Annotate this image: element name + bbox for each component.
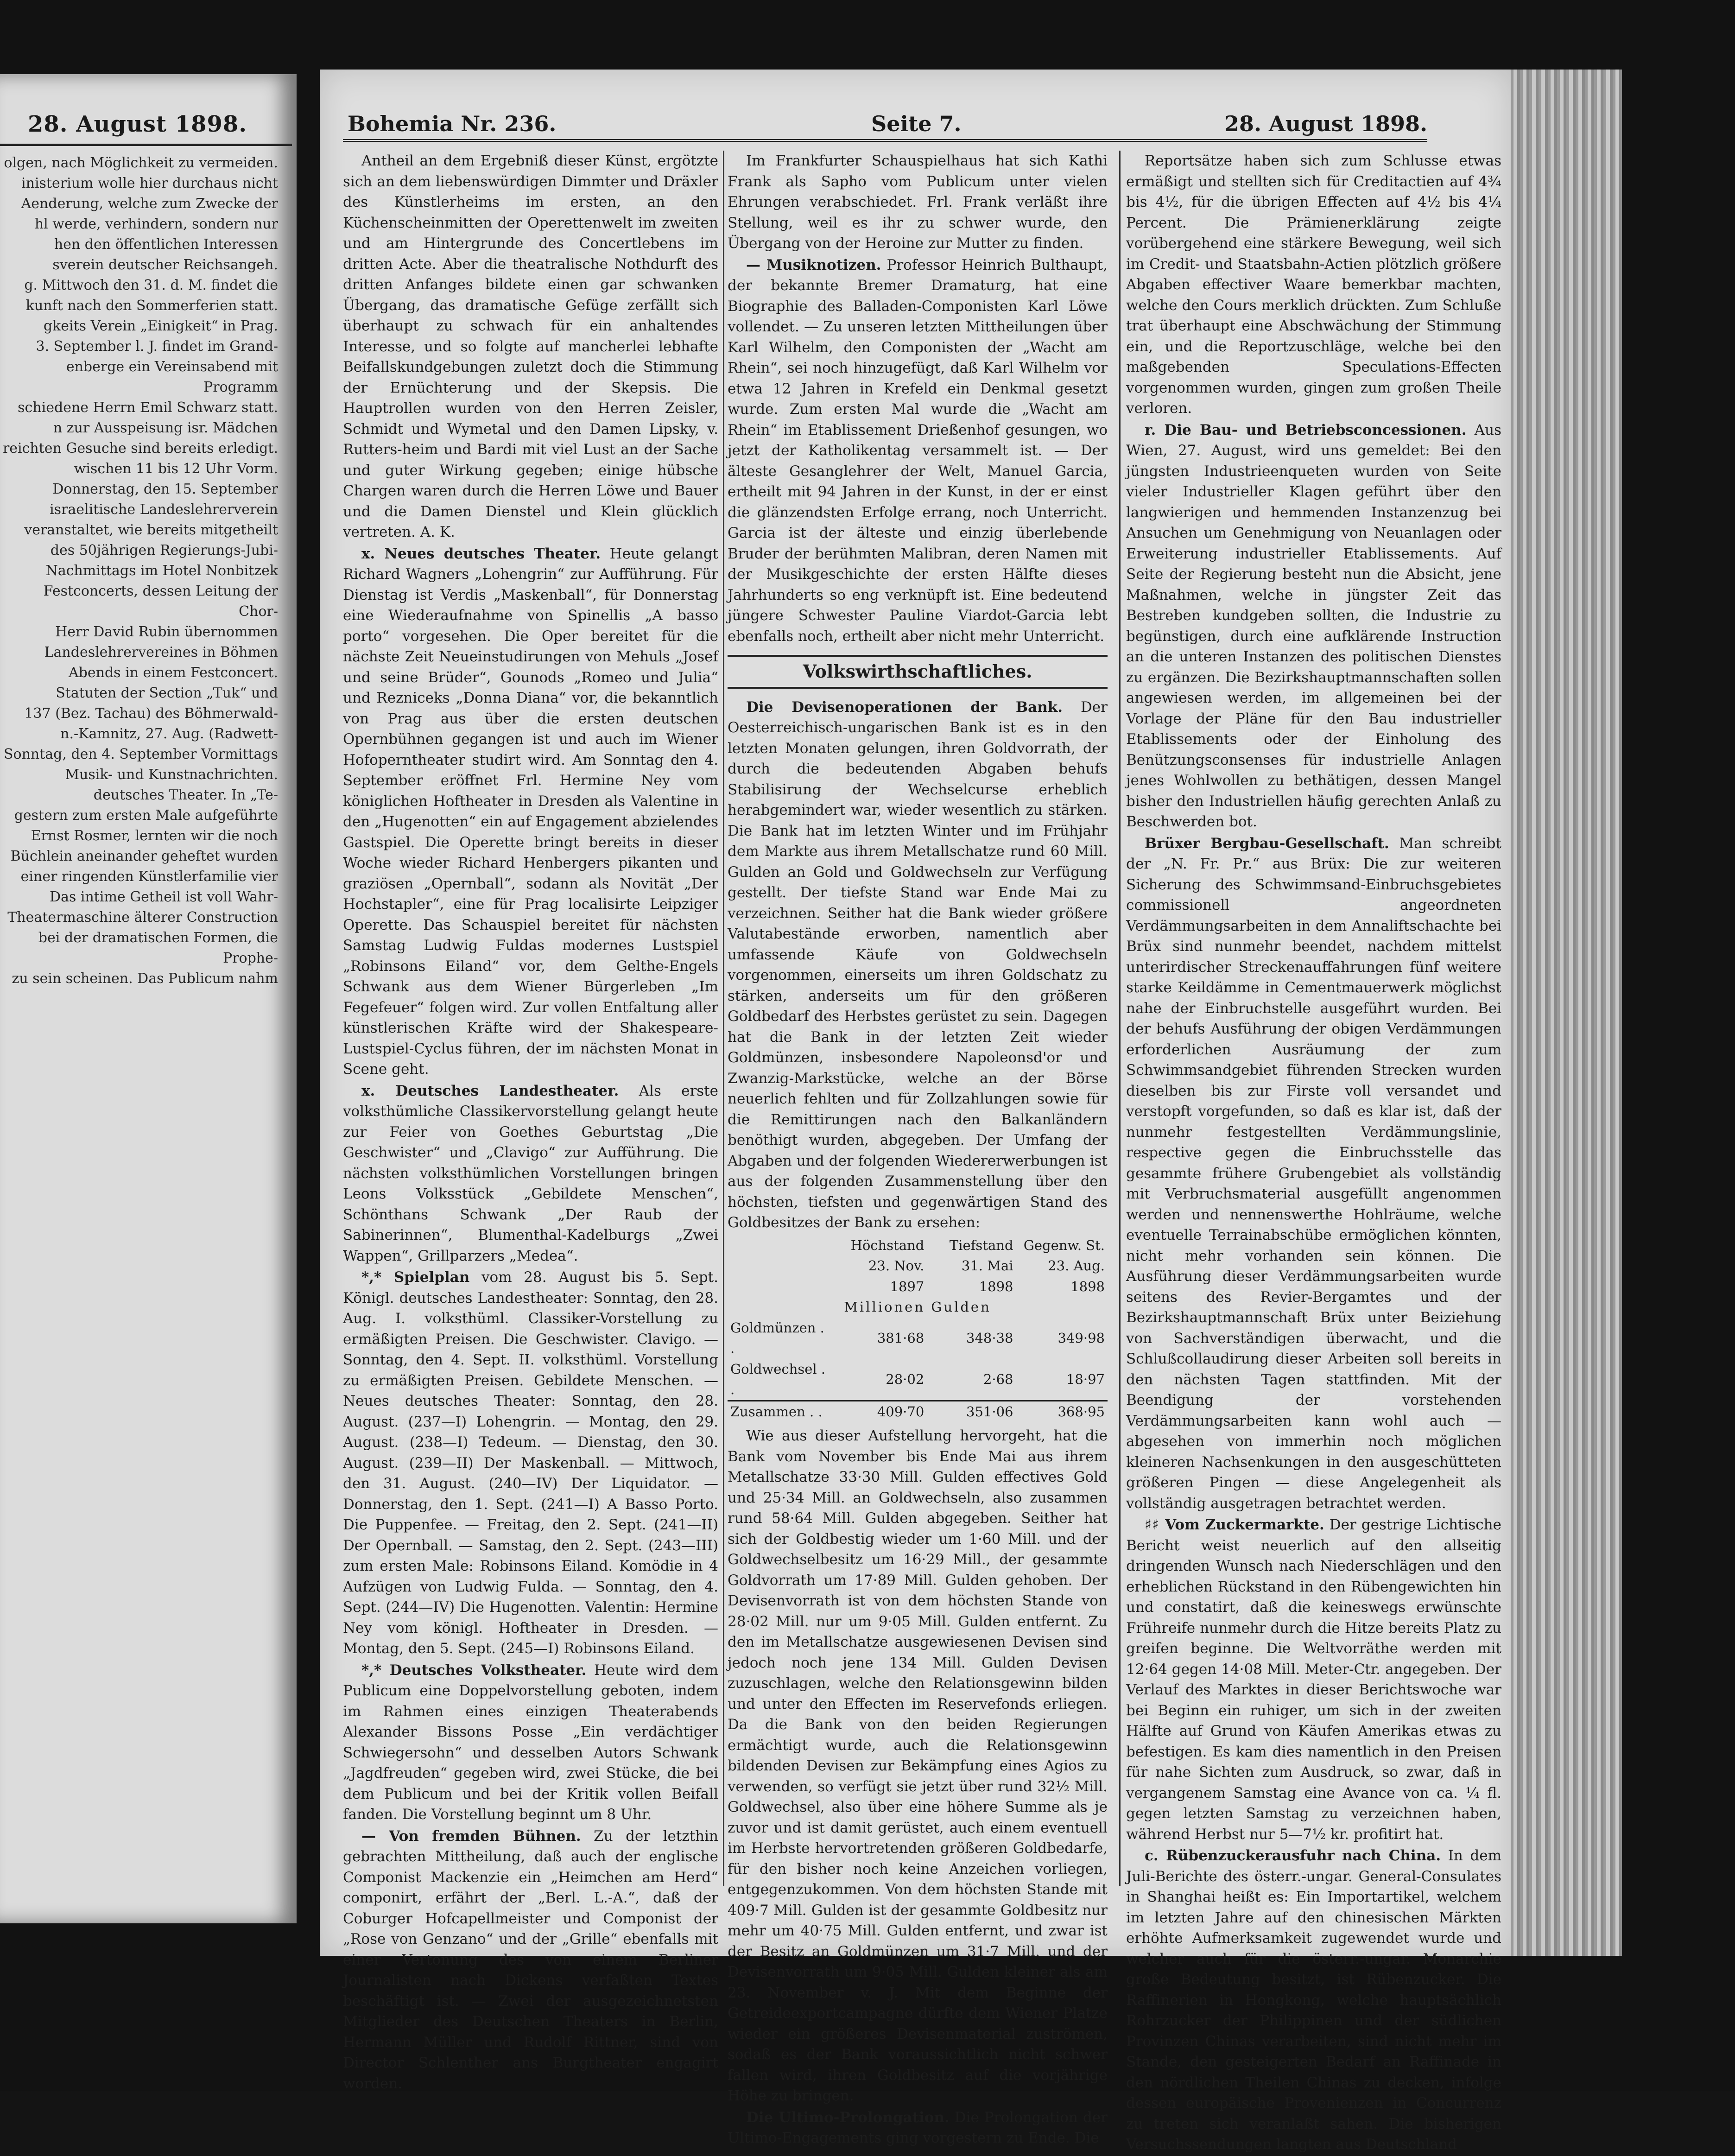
left-page-line: 137 (Bez. Tachau) des Böhmerwald- bbox=[24, 705, 278, 722]
heading-musiknotizen: — Musiknotizen. bbox=[746, 256, 881, 273]
left-page-line: deutsches Theater. In „Te- bbox=[93, 787, 278, 803]
heading-fremde-buehnen: — Von fremden Bühnen. bbox=[361, 1827, 581, 1845]
table-date-row bbox=[728, 1256, 1108, 1297]
column-3 bbox=[1126, 151, 1501, 2156]
heading-ultimo: Die Ultimo-Prolongation. bbox=[746, 2109, 950, 2126]
left-page-line: gkeits Verein „Einigkeit“ in Prag. bbox=[43, 318, 278, 334]
table-row bbox=[728, 1318, 1108, 1359]
table-units-row bbox=[728, 1297, 1108, 1318]
column-divider-1 bbox=[723, 151, 724, 1886]
left-page-line: Statuten der Section „Tuk“ und bbox=[56, 685, 278, 701]
text-brux: Man schreibt der „N. Fr. Pr.“ aus Brüx: Die zur weiteren Sicherung des Schwimmsand-Einbruchsgebietes commissionell angeordneten Verdämmungsarbeiten in dem Annaliftschachte bei Brüx sind nunmehr beendet, nachdem mittelst unterirdischer Streckenauffahrungen fünf weitere starke Keildämme in Cementmauerwerk möglichst nahe der Einbruchstelle ausgeführt wurden. Bei der behufs Ausführung der obigen Verdämmungen erforderlichen Ausräumung der zum Schwimmsandgebiet führenden Strecken wurden dieselben bis zur Firste voll versandet und verstopft vorgefunden, so daß es klar ist, daß der nunmehr festgestellten Verdämmungslinie, respective gegen die Einbruchsstelle das gesammte frühere Grubengebiet als vollständig mit Verbruchsmaterial ausgefüllt angenommen werden und nennenswerthe Hohlräume, welche eventuelle Terrainabschübe ermöglichen könnten, nicht mehr vorhanden sein können. Die Ausführung dieser Verdämmungsarbeiten wurde seitens des Revier-Bergamtes und der Bezirkshauptmannschaft Brüx unter Beiziehung von Sachverständigen überwacht, und die Schlußcollaudirung dieser Arbeiten soll bereits in den nächsten Tagen stattfinden. Mit der Beendigung der vorstehenden Verdämmungsarbeiten kann wohl auch — abgesehen von immerhin noch möglichen kleineren Nachsenkungen in den ausgeschütteten größeren Pingen — diese Angelegenheit als vollständig ausgetragen betrachtet werden. bbox=[1126, 835, 1501, 1512]
table-total-row bbox=[728, 1401, 1108, 1422]
table-date bbox=[728, 1256, 832, 1297]
heading-spielplan: *,* Spielplan bbox=[361, 1269, 470, 1286]
left-page-line: inisterium wolle hier durchaus nicht bbox=[21, 175, 278, 191]
article-devisen bbox=[728, 697, 1108, 1233]
text-musiknotizen: Professor Heinrich Bulthaupt, der bekannte Bremer Dramaturg, hat eine Biographie des Balladen-Componisten Karl Löwe vollendet. — Zu unseren letzten Mittheilungen über Karl Wilhelm, den Componisten der „Wacht am Rhein“, sei noch hinzugefügt, daß Karl Wilhelm vor etwa 12 Jahren in Krefeld ein Denkmal gesetzt wurde. Zum ersten Mal wurde die „Wacht am Rhein“ im Etablissement Drießenhof gesungen, wo jetzt der Katholikentag versammelt ist. — Der älteste Gesanglehrer der Welt, Manuel Garcia, ertheilt mit 94 Jahren in der Kunst, in der er einst die glänzendsten Erfolge errang, noch Unterricht. Garcia ist der älteste und einzig überlebende Bruder der berühmten Malibran, deren Namen mit der Musikgeschichte der ersten Hälfte dieses Jahrhunderts so eng verknüpft ist. Eine bedeutend jüngere Schwester Pauline Viardot-Garcia lebt ebenfalls noch, ertheilt aber nicht mehr Unterricht. bbox=[728, 256, 1108, 645]
table-header: Tiefstand bbox=[949, 1237, 1013, 1253]
table-header: Höchstand bbox=[850, 1237, 924, 1253]
heading-zucker: ♯♯ Vom Zuckermarkte. bbox=[1145, 1516, 1324, 1533]
article-landestheater bbox=[343, 1081, 718, 1267]
text-neues-theater: Heute gelangt Richard Wagners „Lohengrin“ zur Aufführung. Für Dienstag ist Verdis „Maskenball“, für Donnerstag eine Wiederaufnahme von Spinellis „A basso porto“ vorgesehen. Die Oper bereitet für die nächste Zeit Neueinstudirungen von Mehuls „Josef und seine Brüder“, Gounods „Romeo und Julia“ und Rezniceks „Donna Diana“ vor, die bekanntlich von Prag aus über die ersten deutschen Opernbühnen gegangen ist und auch im Wiener Hofoperntheater studirt wird. Am Sonntag den 4. September eröffnet Frl. Hermine Ney vom königlichen Hoftheater in Dresden als Valentine in den „Hugenotten“ ein auf Engagement abzielendes Gastspiel. Die Operette bringt bereits in dieser Woche wieder Richard Henbergers pikanten und graziösen „Opernball“, sodann als Novität „Der Hochstapler“, eine für Prag localisirte Leipziger Operette. Das Schauspiel bereitet für nächsten Samstag Ludwig Fuldas modernes Lustspiel „Robinsons Eiland“ vor, dem Gelthe-Engels Schwank aus dem Wiener Bürgerleben „Im Fegefeuer“ folgen wird. Zur vollen Entfaltung aller künstlerischen Kräfte wird der Shakespeare-Lustspiel-Cyclus führen, der im nächsten Monat in Scene geht. bbox=[343, 545, 718, 1078]
text-fremde-buehnen: Zu der letzthin gebrachten Mittheilung, daß auch der englische Componist Mackenzie ein „Heimchen am Herd“ componirt, erfährt der „Berl. L.-A.“, daß der Coburger Hofcapellmeister und Componist der „Rose von Genzano“ und der „Grille“ ebenfalls mit einer Vertonung des von einem Berliner Journalisten nach Dickens verfaßten Textes beschäftigt ist. — Zwei der ausgezeichnetsten Mitglieder des Deutschen Theaters in Berlin, Hermann Müller und Rudolf Rittner, sind von Director Schlenther ans Burgtheater engagirt worden. bbox=[343, 1827, 718, 2092]
left-page-line: Donnerstag, den 15. September bbox=[52, 481, 278, 497]
table-cell: 18·97 bbox=[1066, 1371, 1105, 1387]
column-2 bbox=[728, 151, 1108, 2150]
left-page-line: olgen, nach Möglichkeit zu vermeiden. bbox=[4, 155, 278, 171]
table-units: Millionen Gulden bbox=[844, 1299, 991, 1315]
left-page-line: Das intime Getheil ist voll Wahr- bbox=[50, 889, 278, 905]
header-rule bbox=[343, 139, 1427, 142]
left-page-line: Herr David Rubin übernommen bbox=[55, 624, 278, 640]
column-1 bbox=[343, 151, 718, 2095]
left-page-line: Ernst Rosmer, lernten wir die noch bbox=[31, 828, 278, 844]
section-title-volkswirthschaft: Volkswirthschaftliches. bbox=[728, 655, 1108, 689]
text-after-table: Wie aus dieser Aufstellung hervorgeht, hat die Bank vom November bis Ende Mai aus ihrem Metallschatze 33·30 Mill. Gulden effectives Gold und 25·34 Mill. an Goldwechseln, also zusammen rund 58·64 Mill. Gulden abgegeben. Seither hat sich der Goldbestig wieder um 1·60 Mill. und der Goldwechselbesitz um 16·29 Mill., der gesammte Goldvorrath um 17·89 Mill. Gulden gehoben. Der Devisenvorrath ist von dem höchsten Stande von 28·02 Mill. nur um 9·05 Mill. Gulden entfernt. Zu den im Metallschatze ausgewiesenen Devisen sind jedoch noch jene 134 Mill. Gulden Devisen zuzuschlagen, welche den Relationsgewinn bilden und unter den Effecten im Reservefonds erliegen. Da die Bank von den beiden Regierungen ermächtigt wurde, auch die Relationsgewinn bildenden Devisen zur Bekämpfung eines Agios zu verwenden, so verfügt sie jetzt über rund 32½ Mill. Goldwechsel, also über eine höhere Summe als je zuvor und ist damit gerüstet, auch einem eventuell im Herbste hervortretenden größeren Goldbedarfe, für den bisher noch keine Anzeichen vorliegen, entgegenzukommen. Von dem höchsten Stande mit 409·7 Mill. Gulden ist der gesammte Goldbesitz nur mehr um 40·75 Mill. Gulden entfernt, und zwar ist der Besitz an Goldmünzen um 31·7 Mill. und der Devisenvorrath um 9·05 Mill. Gulden kleiner als am 23. November v. J. Mit dem Beginne der Getreideexportcampagne dürfte dem Wiener Platze wieder ein größeres Devisenmaterial zuströmen, sodaß es der Bank voraussichtlich nicht schwer fallen wird, ihren Goldbesitz auf die vorjährige Höhe zu bringen. bbox=[728, 1427, 1108, 2104]
article-fremde-buehnen bbox=[343, 1826, 718, 2094]
left-page-line: wischen 11 bis 12 Uhr Vorm. bbox=[74, 461, 278, 477]
table-cell: 348·38 bbox=[966, 1330, 1013, 1346]
table-cell: 368·95 bbox=[1016, 1401, 1108, 1422]
left-page-line: zu sein scheinen. Das Publicum nahm bbox=[12, 970, 278, 987]
left-page-line: israelitische Landeslehrerverein bbox=[50, 501, 278, 518]
article-ultimo bbox=[728, 2107, 1108, 2149]
left-page-line: gestern zum ersten Male aufgeführte bbox=[14, 807, 278, 824]
text-landestheater: Als erste volksthümliche Classikervorstellung gelangt heute zur Feier von Goethes Geburtstag „Die Geschwister“ und „Clavigo“ zur Aufführung. Die nächsten volksthümlichen Vorstellungen bringen Leons Volksstück „Gebildete Menschen“, Schönthans Schwank „Der Raub der Sabinerinnen“, Blumenthal-Kadelburgs „Zwei Wappen“, Grillparzers „Medea“. bbox=[343, 1082, 718, 1264]
text-devisen: Der Oesterreichisch-ungarischen Bank ist es in den letzten Monaten gelungen, ihren Goldvorrath, der durch die bedeutenden Abgaben behufs Stabilisirung der Wechselcurse erheblich herabgemindert war, wieder wesentlich zu stärken. Die Bank hat im letzten Winter und im Frühjahr dem Markte aus ihrem Metallschatze rund 60 Mill. Gulden an Gold und Goldwechseln zur Verfügung gestellt. Der tiefste Stand war Ende Mai zu verzeichnen. Seither hat die Bank wieder größere Valutabestände erworben, namentlich aber umfassende Käufe von Goldwechseln vorgenommen, einerseits um ihren Goldschatz zu stärken, anderseits um für den größeren Goldbedarf des Herbstes gerüstet zu sein. Dagegen hat die Bank in der letzten Zeit wieder Goldmünzen, insbesondere Napoleonsd'or und Zwanzig-Markstücke, welche an der Börse neuerlich fehlten und für Zollzahlungen sowie für die Remittirungen nach den Balkanländern benöthigt wurden, abgegeben. Der Umfang der Abgaben und der folgenden Wiedererwerbungen ist aus der folgenden Zusammenstellung über den höchsten, tiefsten und gegenwärtigen Stand des Goldbesitzes der Bank zu ersehen: bbox=[728, 698, 1108, 1231]
text-zucker: Der gestrige Lichtische Bericht weist neuerlich auf den allseitig dringenden Wunsch nach Niederschlägen und den erheblichen Rückstand in den Rübengewichten hin und constatirt, daß die keineswegs erwünschte Frühreife nunmehr durch die Hitze bereits Platz zu greifen beginne. Die Weltvorräthe werden mit 12·64 gegen 14·08 Mill. Meter-Ctr. angegeben. Der Verlauf des Marktes in dieser Berichtswoche war bei Beginn ein ruhiger, um sich in der zweiten Hälfte auf Grund von Käufen Amerikas etwas zu befestigen. Es kam dies namentlich in den Preisen für nahe Sichten zum Ausdruck, so zwar, daß in vergangenem Samstag eine Avance von ca. ¼ fl. gegen letzten Samstag zu verzeichnen haben, während Herbst nur 5—7½ kr. profitirt hat. bbox=[1126, 1516, 1501, 1843]
left-page-date: 28. August 1898. bbox=[28, 111, 247, 137]
table-header: Gegenw. St. bbox=[1023, 1237, 1105, 1253]
newspaper-page bbox=[320, 70, 1511, 2153]
table-cell: 2·68 bbox=[983, 1371, 1013, 1387]
left-page-line: Festconcerts, dessen Leitung der Chor- bbox=[43, 583, 283, 620]
table-cell: 28·02 bbox=[886, 1371, 924, 1387]
text-spielplan: vom 28. August bis 5. Sept. Königl. deutsches Landestheater: Sonntag, den 28. Aug. I. volksthüml. Classiker-Vorstellung zu ermäßigten Preisen. Die Geschwister. Clavigo. — Sonntag, den 4. Sept. II. volksthüml. Vorstellung zu ermäßigten Preisen. Gebildete Menschen. — Neues deutsches Theater: Sonntag, den 28. August. (237—I) Lohengrin. — Montag, den 29. August. (238—I) Tedeum. — Dienstag, den 30. August. (239—II) Der Maskenball. — Mittwoch, den 31. August. (240—IV) Der Liquidator. — Donnerstag, den 1. Sept. (241—I) A Basso Porto. Die Puppenfee. — Freitag, den 2. Sept. (241—II) Der Opernball. — Samstag, den 2. Sept. (243—III) zum ersten Male: Robinsons Eiland. Komödie in 4 Aufzügen von Ludwig Fulda. — Sonntag, den 4. Sept. (244—IV) Die Hugenotten. Valentin: Hermine Ney vom königl. Hoftheater in Dresden. — Montag, den 5. Sept. (245—I) Robinsons Eiland. bbox=[343, 1269, 718, 1657]
left-page-line: Abends in einem Festconcert. bbox=[69, 665, 278, 681]
left-page-line: kunft nach den Sommerferien statt. bbox=[25, 298, 278, 314]
article-musiknotizen bbox=[728, 255, 1108, 647]
text-bau: Aus Wien, 27. August, wird uns gemeldet: Bei den jüngsten Industrieenqueten wurden von Seite vieler Industrieller Klagen geführt über den langwierigen und hemmenden Instanzenzug bei Ansuchen um Genehmigung von Neuanlagen oder Erweiterung industrieller Etablissements. Auf Seite der Regierung besteht nun die Absicht, jene Maßnahmen, welche in jüngster Zeit das Bestreben kundgeben sollten, die Industrie zu begünstigen, durch eine aufklärende Instruction an die unteren Instanzen des politischen Dienstes zu ergänzen. Die Bezirkshauptmannschaften sollen angewiesen werden, im allgemeinen bei der Vorlage der Pläne für den Bau industrieller Etablissements oder der Einholung des Benützungsconsenses für industrielle Anlagen jenes Wohlwollen zu bethätigen, dessen Mangel bisher den Industriellen häufig gerechten Anlaß zu Beschwerden bot. bbox=[1126, 421, 1502, 830]
left-page-line: einer ringenden Künstlerfamilie vier bbox=[20, 869, 278, 885]
issue-date: 28. August 1898. bbox=[1224, 111, 1427, 136]
theater-review-end: Antheil an dem Ergebniß dieser Künst, ergötzte sich an dem liebenswürdigen Dimmter und Dräxler des Künstlerheims im ersten, an den Küchenscheinmitten der Operettenwelt im zweiten und am Hintergrunde des Concertlebens im dritten Acte. Aber die theatralische Nothdurft des dritten Anfanges bildete einen gar schwanken Übergang, das dramatische Gefüge zerfällt sich überhaupt zu schwach für ein anhaltendes Interesse, und so folgte auf mancherlei lebhafte Beifallskundgebungen zuletzt doch die Stimmung der Ernüchterung und der Skepsis. Die Hauptrollen wurden von den Herren Zeisler, Schmidt und Wymetal und den Damen Lipsky, v. Rutters-heim und Bardi mit viel Lust an der Sache und guter Wirkung gegeben; einige hübsche Chargen waren durch die Herren Löwe und Bauer und die Damen Dienstel und Klein glücklich vertreten. A. K. bbox=[343, 152, 718, 540]
left-page-line: n.-Kamnitz, 27. Aug. (Radwett- bbox=[60, 726, 278, 742]
heading-volkstheater: *,* Deutsches Volkstheater. bbox=[361, 1661, 587, 1679]
table-date: 23. Nov. 1897 bbox=[868, 1258, 924, 1294]
page-stack-edge bbox=[1511, 70, 1622, 1956]
left-page-line: reichten Gesuche sind bereits erledigt. bbox=[2, 440, 278, 457]
table-date: 23. Aug. 1898 bbox=[1048, 1258, 1105, 1294]
table-cell: Goldmünzen . . bbox=[730, 1319, 824, 1356]
page-number: Seite 7. bbox=[871, 111, 962, 136]
left-page-line: Aenderung, welche zum Zwecke der bbox=[21, 196, 278, 212]
article-report: Reportsätze haben sich zum Schlusse etwas ermäßigt und stellten sich für Creditactien auf 4¾ bis 4½, für die übrigen Effecten auf 4½ bis 4¼ Percent. Die Prämienerklärung zeigte vorübergehend eine stärkere Bewegung, weil sich im Credit- und Staatsbahn-Actien plötzlich größere Abgaben effectiver Waare bemerkbar machten, welche den Cours merklich drückten. Zum Schluße trat überhaupt eine Abschwächung der Stimmung ein, und die Reportzuschläge, welche bei den maßgebenden Speculations-Effecten vorgenommen wurden, gingen zum großen Theile verloren. bbox=[1126, 152, 1501, 417]
left-page-line: n zur Ausspeisung isr. Mädchen bbox=[53, 420, 278, 436]
table-cell: 381·68 bbox=[877, 1330, 924, 1346]
table-cell: 349·98 bbox=[1057, 1330, 1105, 1346]
table-cell: Goldwechsel . . bbox=[730, 1361, 826, 1397]
text-ultimo: Die Prolongation der Ultimo-Engagements ging vorgestern zu Ende. Die bbox=[728, 2109, 1108, 2146]
left-page-line: Nachmittags im Hotel Nonbitzek bbox=[45, 563, 278, 579]
left-page-line: 3. September l. J. findet im Grand- bbox=[36, 338, 278, 355]
left-page-text bbox=[0, 153, 288, 989]
page-header bbox=[348, 111, 1427, 139]
left-page-line: Büchlein aneinander geheftet wurden bbox=[10, 848, 278, 864]
table-row bbox=[728, 1359, 1108, 1401]
article-brux bbox=[1126, 833, 1501, 1514]
heading-china: c. Rübenzuckerausfuhr nach China. bbox=[1145, 1847, 1441, 1864]
text-volkstheater: Heute wird dem Publicum eine Doppelvorstellung geboten, indem im Rahmen eines einzigen Theaterabends Alexander Bissons Posse „Ein verdächtiger Schwiegersohn“ und desselben Autors Schwank „Jagdfreuden“ gegeben wird, zwei Stücke, die bei dem Publicum und bei der Kritik vollen Beifall fanden. Die Vorstellung beginnt um 8 Uhr. bbox=[343, 1661, 718, 1823]
article-zucker bbox=[1126, 1515, 1501, 1845]
article-china bbox=[1126, 1845, 1501, 2155]
left-page-fragment bbox=[0, 74, 297, 1923]
table-cell: 351·06 bbox=[927, 1401, 1016, 1422]
heading-brux: Brüxer Bergbau-Gesellschaft. bbox=[1145, 835, 1389, 852]
text-china: In dem Juli-Berichte des österr.-ungar. General-Consulates in Shanghai heißt es: Ein Importartikel, welchem im letzten Jahre auf den chinesischen Märkten erhöhte Aufmerksamkeit zugewendet wurde und welcher auch für die österr.-ungar. Monarchie große Bedeutung besitzt, ist Rübenzucker. Die Raffinerien in Hongkong, welche hauptsächlich Rohrzucker der Philippinen und der südlichen Provinzen Chinas verarbeiten, sind nicht mehr im Stande, den gesteigerten Bedarf an Raffinade in den nördlichen Theilen Chinas zu decken, infolge dessen europäische Provenienzen in Concurrenz zu treten sich veranlaßt sahen. Die bisherigen Versuchssendungen langten aus Deutschland bbox=[1126, 1847, 1501, 2153]
left-page-line: des 50jährigen Regierungs-Jubi- bbox=[50, 542, 278, 558]
article-frankfurt: Im Frankfurter Schauspielhaus hat sich Kathi Frank als Sapho vom Publicum unter vielen Ehrungen verabschiedet. Frl. Frank verläßt ihre Stellung, weil es ihr zu schwer wurde, den Übergang von der Heroine zur Mutter zu finden. bbox=[728, 152, 1108, 252]
heading-bau: r. Die Bau- und Betriebsconcessionen. bbox=[1145, 421, 1467, 438]
column-divider-2 bbox=[1119, 151, 1121, 1886]
left-page-line: schiedene Herrn Emil Schwarz statt. bbox=[18, 399, 278, 416]
left-page-line: hl werde, verhindern, sondern nur bbox=[34, 216, 278, 232]
heading-landestheater: x. Deutsches Landestheater. bbox=[361, 1082, 619, 1099]
table-cell: Zusammen . . bbox=[728, 1401, 832, 1422]
left-page-line: sverein deutscher Reichsangeh. bbox=[52, 257, 278, 273]
article-spielplan bbox=[343, 1267, 718, 1659]
heading-devisen: Die Devisenoperationen der Bank. bbox=[746, 698, 1063, 716]
table-date: 31. Mai 1898 bbox=[961, 1258, 1013, 1294]
table-cell: 409·70 bbox=[832, 1401, 927, 1422]
left-page-line: Theatermaschine älterer Construction bbox=[7, 909, 278, 926]
left-page-rule bbox=[0, 144, 292, 146]
table-header-row bbox=[728, 1235, 1108, 1256]
gold-holdings-table bbox=[728, 1235, 1108, 1422]
left-page-line: Landeslehrervereines in Böhmen bbox=[44, 644, 278, 660]
left-page-line: Sonntag, den 4. September Vormittags bbox=[3, 746, 278, 762]
article-bau bbox=[1126, 420, 1501, 832]
left-page-line: Musik- und Kunstnachrichten. bbox=[65, 767, 278, 783]
left-page-line: bei der dramatischen Formen, die Prophe- bbox=[38, 930, 283, 966]
article-volkstheater bbox=[343, 1660, 718, 1825]
left-page-line: enberge ein Vereinsabend mit Programm bbox=[66, 359, 283, 395]
table-header bbox=[728, 1235, 832, 1256]
heading-neues-theater: x. Neues deutsches Theater. bbox=[361, 545, 601, 562]
article-neues-theater bbox=[343, 544, 718, 1080]
left-page-line: g. Mittwoch den 31. d. M. findet die bbox=[24, 277, 278, 293]
left-page-line: veranstaltet, wie bereits mitgetheilt bbox=[24, 522, 278, 538]
left-page-line: hen den öffentlichen Interessen bbox=[54, 236, 278, 253]
masthead-issue: Bohemia Nr. 236. bbox=[348, 111, 557, 136]
